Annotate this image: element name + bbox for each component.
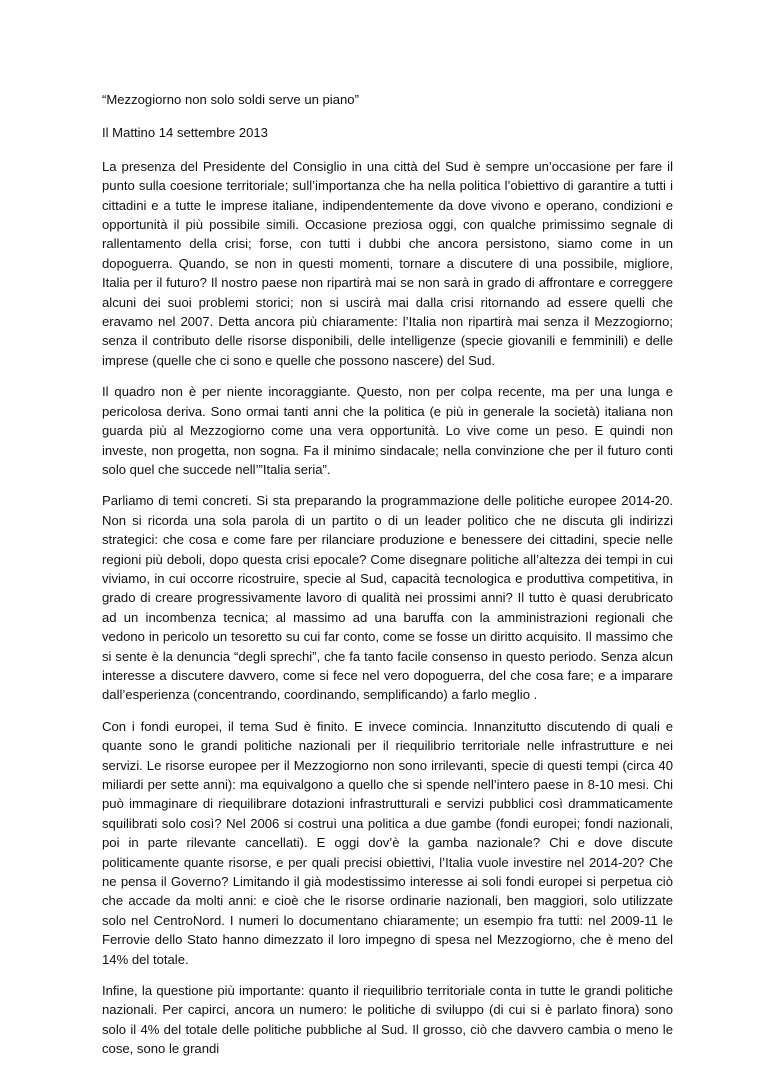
article-title: “Mezzogiorno non solo soldi serve un piano” (102, 92, 359, 107)
paragraph-1: La presenza del Presidente del Consiglio in una città del Sud è sempre un’occasione per fare il punto sulla coesione territoriale; sull’importanza che ha nella politica l’obiettivo di garantire a tutti i cittadini e a tutte le imprese italiane, indipendentemente da dove vivono e operano, condizioni e opportunità il più possibile simili. Occasione preziosa oggi, con qualche primissimo segnale di rallentamento della crisi; forse, con tutti i dubbi che ancora persistono, siamo come in un dopoguerra. Quando, se non in questi momenti, tornare a discutere di una possibile, migliore, Italia per il futuro? Il nostro paese non ripartirà mai se non sarà in grado di affrontare e correggere alcuni dei suoi problemi storici; non si uscirà mai dalla crisi ritornando ad essere quelli che eravamo nel 2007. Detta ancora più chiaramente: l’Italia non ripartirà mai senza il Mezzogiorno; senza il contributo delle risorse disponibili, delle intelligenze (specie giovanili e femminili) e delle imprese (quelle che ci sono e quelle che possono nascere) del Sud. (102, 158, 673, 368)
paragraph-3: Parliamo di temi concreti. Si sta preparando la programmazione delle politiche europee 2014-20. Non si ricorda una sola parola di un partito o di un leader politico che ne discuta gli indirizzi strategici: che cosa e come fare per rilanciare produzione e benessere dei cittadini, specie nelle regioni più deboli, dopo questa crisi epocale? Come disegnare politiche all’altezza dei tempi in cui viviamo, in cui occorre ricostruire, specie al Sud, capacità tecnologica e produttiva competitiva, in grado di creare progressivamente lavoro di qualità nei prossimi anni? Il tutto è quasi derubricato ad un incombenza tecnica; al massimo ad una baruffa con la amministrazioni regionali che vedono in pericolo un tesoretto su cui far conto, come se fosse un diritto acquisito. Il massimo che si sente è la denuncia “degli sprechi”, che fa tanto facile consenso in questo periodo. Senza alcun interesse a discutere davvero, come si fece nel vero dopoguerra, del che cosa fare; e a imparare dall’esperienza (concentrando, coordinando, semplificando) a farlo meglio . (102, 493, 673, 703)
paragraph-4: Con i fondi europei, il tema Sud è finito. E invece comincia. Innanzitutto discutendo di quali e quante sono le grandi politiche nazionali per il riequilibrio territoriale nelle infrastrutture e nei servizi. Le risorse europee per il Mezzogiorno non sono irrilevanti, specie di questi tempi (circa 40 miliardi per sette anni): ma equivalgono a quello che si spende nell’intero paese in 8-10 mesi. Chi può immaginare di riequilibrare dotazioni infrastrutturali e servizi pubblici così drammaticamente squilibrati solo così? Nel 2006 si costruì una politica a due gambe (fondi europei; fondi nazionali, poi in parte rilevante cancellati). E oggi dov’è la gamba nazionale? Chi e dove discute politicamente quante risorse, e per quali precisi obiettivi, l’Italia vuole investire nel 2014-20? Che ne pensa il Governo? Limitando il già modestissimo interesse ai soli fondi europei si perpetua ciò che accade da molti anni: e cioè che le risorse ordinarie nazionali, ben maggiori, solo utilizzate solo nel CentroNord. I numeri lo documentano chiaramente; un esempio fra tutti: nel 2009-11 le Ferrovie dello Stato hanno dimezzato il loro impegno di spesa nel Mezzogiorno, che è meno del 14% del totale. (102, 718, 673, 967)
article-source: Il Mattino 14 settembre 2013 (102, 125, 268, 141)
paragraph-5: Infine, la questione più importante: quanto il riequilibrio territoriale conta in tutte le grandi politiche nazionali. Per capirci, ancora un numero: le politiche di sviluppo (di cui si è parlato finora) sono solo il 4% del totale delle politiche pubbliche al Sud. Il grosso, ciò che davvero cambia o meno le cose, sono le grandi (102, 983, 673, 1057)
paragraph-2: Il quadro non è per niente incoraggiante. Questo, non per colpa recente, ma per una lunga e pericolosa deriva. Sono ormai tanti anni che la politica (e più in generale la società) italiana non guarda più al Mezzogiorno come una vera opportunità. Lo vive come un peso. E quindi non investe, non progetta, non sogna. Fa il minimo sindacale; nella convinzione che per il futuro conti solo quel che succede nell’”Italia seria”. (102, 384, 673, 477)
document-page (102, 90, 673, 1071)
